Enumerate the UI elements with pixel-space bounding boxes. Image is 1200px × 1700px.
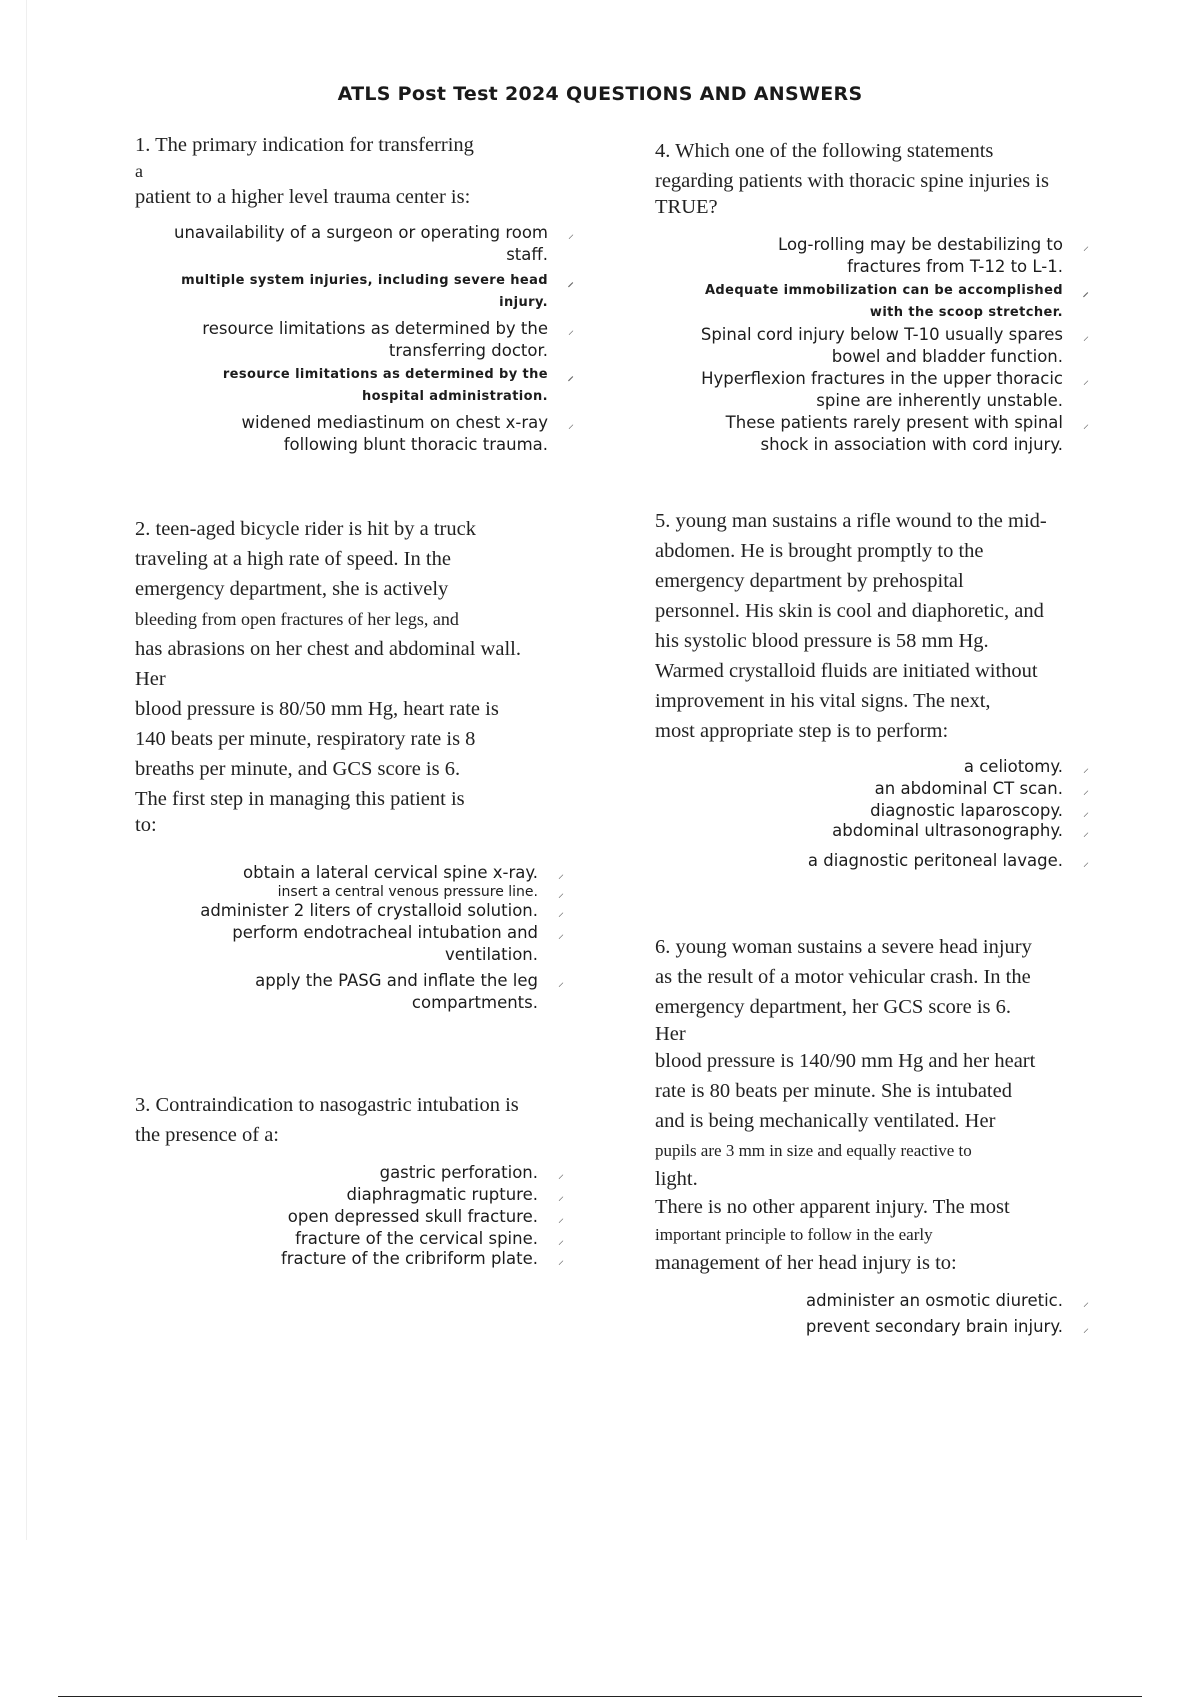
answer-option[interactable]: perform endotracheal intubation and ventilation. ⸝ (232, 923, 564, 964)
tick-mark-icon: ⸝ (1082, 761, 1089, 775)
answer-option[interactable]: prevent secondary brain injury. ⸝ (655, 1314, 1095, 1340)
tick-mark-icon: ⸝ (1082, 805, 1089, 819)
answer-option[interactable]: multiple system injuries, including severe head injury. ⸝ (181, 273, 574, 310)
question-line: The first step in managing this patient is (135, 788, 465, 810)
question-line: a (135, 161, 143, 181)
question-5-options (655, 756, 1095, 872)
question-line: breaths per minute, and GCS score is 6. (135, 758, 461, 780)
answer-option[interactable]: an abdominal CT scan. ⸝ (655, 778, 1095, 800)
tick-mark-icon: ⸝ (1082, 783, 1089, 797)
answer-option[interactable]: diagnostic laparoscopy. ⸝ (655, 800, 1095, 822)
tick-mark-icon: ⸝ (557, 975, 564, 989)
question-4-options (655, 234, 1095, 456)
document-title: ATLS Post Test 2024 QUESTIONS AND ANSWERS (337, 83, 863, 105)
answer-option[interactable]: gastric perforation. ⸝ (135, 1162, 570, 1184)
question-line: Warmed crystalloid fluids are initiated without (655, 660, 1038, 682)
question-line: 4. Which one of the following statements (655, 140, 994, 162)
tick-mark-icon: ⸝ (567, 369, 574, 383)
question-6-text (655, 932, 1110, 1278)
question-line: Her (135, 668, 166, 690)
question-line: improvement in his vital signs. The next, (655, 690, 991, 712)
answer-option[interactable]: resource limitations as determined by the hospital administration. ⸝ (222, 367, 574, 404)
question-line: rate is 80 beats per minute. She is intubated (655, 1080, 1012, 1102)
tick-mark-icon: ⸝ (557, 1167, 564, 1181)
question-6-options (655, 1288, 1095, 1340)
tick-mark-icon: ⸝ (557, 905, 564, 919)
question-line: the presence of a: (135, 1124, 279, 1146)
answer-option[interactable]: unavailability of a surgeon or operating room staff. ⸝ (173, 223, 574, 264)
question-line: has abrasions on her chest and abdominal wall. (135, 638, 521, 660)
question-3 (135, 1090, 605, 1268)
question-line: There is no other apparent injury. The most (655, 1196, 1010, 1218)
tick-mark-icon: ⸝ (1082, 285, 1089, 299)
answer-option[interactable]: obtain a lateral cervical spine x-ray. ⸝ (135, 862, 570, 884)
answer-option[interactable]: Adequate immobilization can be accomplished with the scoop stretcher. ⸝ (704, 283, 1089, 320)
answer-option[interactable]: a celiotomy. ⸝ (655, 756, 1095, 778)
question-line: 5. young man sustains a rifle wound to the mid- (655, 510, 1047, 532)
question-line: regarding patients with thoracic spine injuries is (655, 170, 1049, 192)
tick-mark-icon: ⸝ (1082, 1321, 1089, 1335)
answer-option[interactable]: fracture of the cribriform plate. ⸝ (280, 1249, 564, 1268)
question-line: to: (135, 814, 157, 836)
question-line: 2. teen-aged bicycle rider is hit by a truck (135, 518, 476, 540)
question-5 (655, 506, 1110, 872)
question-1-options (135, 222, 580, 456)
footer-rule (58, 1696, 1142, 1697)
question-line: personnel. His skin is cool and diaphoretic, and (655, 600, 1044, 622)
question-line: as the result of a motor vehicular crash. In the (655, 966, 1031, 988)
answer-option[interactable]: diaphragmatic rupture. ⸝ (135, 1184, 570, 1206)
tick-mark-icon: ⸝ (1082, 417, 1089, 431)
question-line: important principle to follow in the early (655, 1225, 933, 1244)
tick-mark-icon: ⸝ (1082, 825, 1089, 839)
question-line: his systolic blood pressure is 58 mm Hg. (655, 630, 989, 652)
question-line: bleeding from open fractures of her legs, and (135, 609, 459, 629)
question-5-text (655, 506, 1110, 746)
tick-mark-icon: ⸝ (557, 927, 564, 941)
question-line: pupils are 3 mm in size and equally reactive to (655, 1141, 972, 1160)
answer-option[interactable]: administer 2 liters of crystalloid solution. ⸝ (135, 900, 570, 922)
answer-option[interactable]: Hyperflexion fractures in the upper thoracic spine are inherently unstable. ⸝ (701, 369, 1089, 410)
question-6 (655, 932, 1110, 1340)
question-line: emergency department by prehospital (655, 570, 964, 592)
answer-option[interactable]: a diagnostic peritoneal lavage. ⸝ (655, 850, 1095, 872)
tick-mark-icon: ⸝ (557, 886, 564, 900)
question-line: 3. Contraindication to nasogastric intubation is (135, 1094, 519, 1116)
question-1-text (135, 130, 605, 212)
question-line: patient to a higher level trauma center is: (135, 186, 471, 208)
question-line: emergency department, she is actively (135, 578, 449, 600)
answer-option[interactable]: These patients rarely present with spinal shock in association with cord injury. ⸝ (725, 413, 1089, 454)
question-line: TRUE? (655, 196, 718, 218)
question-line: emergency department, her GCS score is 6. (655, 996, 1011, 1018)
answer-option[interactable]: resource limitations as determined by the transferring doctor. ⸝ (202, 319, 574, 360)
question-line: 140 beats per minute, respiratory rate is 8 (135, 728, 476, 750)
question-line: Her (655, 1023, 686, 1045)
tick-mark-icon: ⸝ (1082, 239, 1089, 253)
question-line: light. (655, 1168, 698, 1190)
answer-option[interactable]: widened mediastinum on chest x-ray following blunt thoracic trauma. ⸝ (241, 413, 574, 454)
question-3-text (135, 1090, 605, 1150)
question-line: 1. The primary indication for transferring (135, 134, 474, 156)
tick-mark-icon: ⸝ (1082, 855, 1089, 869)
tick-mark-icon: ⸝ (567, 323, 574, 337)
tick-mark-icon: ⸝ (567, 417, 574, 431)
tick-mark-icon: ⸝ (557, 1189, 564, 1203)
question-line: 6. young woman sustains a severe head injury (655, 936, 1032, 958)
question-line: blood pressure is 140/90 mm Hg and her heart (655, 1050, 1036, 1072)
question-4-text (655, 136, 1110, 218)
question-1 (135, 130, 605, 456)
question-line: most appropriate step is to perform: (655, 720, 949, 742)
question-2 (135, 514, 605, 1014)
question-2-text (135, 514, 605, 836)
answer-option[interactable]: insert a central venous pressure line. ⸝ (277, 884, 564, 900)
tick-mark-icon: ⸝ (567, 227, 574, 241)
tick-mark-icon: ⸝ (567, 275, 574, 289)
tick-mark-icon: ⸝ (557, 1211, 564, 1225)
tick-mark-icon: ⸝ (1082, 329, 1089, 343)
question-line: blood pressure is 80/50 mm Hg, heart rate is (135, 698, 499, 720)
answer-option[interactable]: fracture of the cervical spine. ⸝ (135, 1228, 570, 1250)
tick-mark-icon: ⸝ (557, 1253, 564, 1267)
answer-option[interactable]: Log-rolling may be destabilizing to fractures from T-12 to L-1. ⸝ (778, 235, 1089, 276)
question-3-options (135, 1162, 570, 1268)
question-line: abdomen. He is brought promptly to the (655, 540, 984, 562)
question-2-options (135, 862, 570, 1014)
answer-option[interactable]: Spinal cord injury below T-10 usually spares bowel and bladder function. ⸝ (700, 325, 1089, 366)
tick-mark-icon: ⸝ (557, 867, 564, 881)
question-line: management of her head injury is to: (655, 1252, 957, 1274)
tick-mark-icon: ⸝ (557, 1233, 564, 1247)
answer-option[interactable]: abdominal ultrasonography. ⸝ (832, 821, 1089, 840)
question-4 (655, 136, 1110, 456)
question-line: traveling at a high rate of speed. In the (135, 548, 451, 570)
tick-mark-icon: ⸝ (1082, 373, 1089, 387)
answer-option[interactable]: apply the PASG and inflate the leg compartments. ⸝ (255, 971, 564, 1012)
question-line: and is being mechanically ventilated. Her (655, 1110, 996, 1132)
answer-option[interactable]: open depressed skull fracture. ⸝ (135, 1206, 570, 1228)
tick-mark-icon: ⸝ (1082, 1295, 1089, 1309)
answer-option[interactable]: administer an osmotic diuretic. ⸝ (655, 1288, 1095, 1314)
page-edge (26, 0, 27, 1540)
